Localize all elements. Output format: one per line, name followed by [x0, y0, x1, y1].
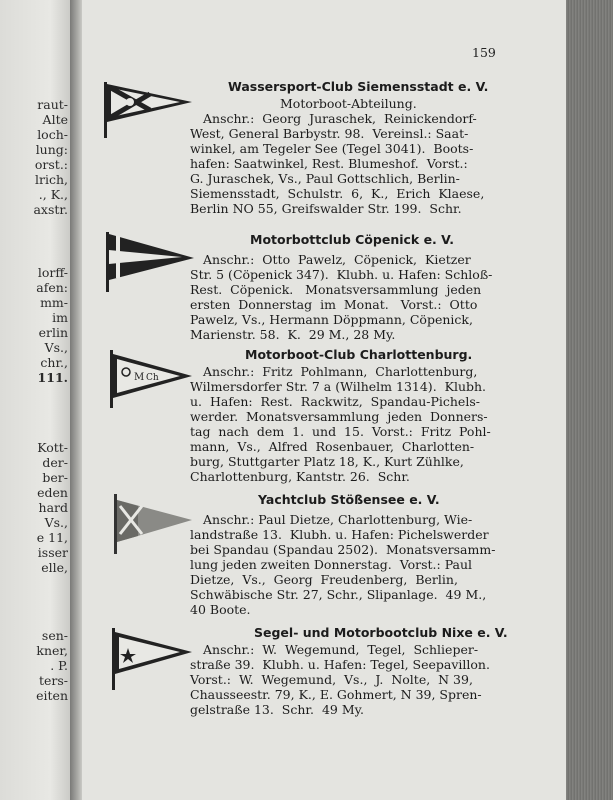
- page-edges: [566, 0, 613, 800]
- entry-line: Anschr.: Georg Juraschek, Reinickendorf-: [203, 111, 477, 126]
- entry-title: Yachtclub Stößensee e. V.: [258, 492, 440, 507]
- left-page-fragment: der-: [42, 455, 68, 470]
- left-page-fragment: lorff-: [37, 265, 68, 280]
- left-page-fragment: im: [52, 310, 68, 325]
- pennant-coepenick-icon: [102, 230, 198, 298]
- entry-line: burg, Stuttgarter Platz 18, K., Kurt Zühlke,: [190, 454, 464, 469]
- pennant-charlottenburg-icon: [104, 348, 196, 414]
- entry-line: Str. 5 (Cöpenick 347). Klubh. u. Hafen: Schloß-: [190, 267, 493, 282]
- svg-text:Ch: Ch: [146, 373, 159, 383]
- entry-line: u. Hafen: Rest. Rackwitz, Spandau-Pichels-: [190, 394, 480, 409]
- entry-line: winkel, am Tegeler See (Tegel 3041). Boots-: [190, 141, 474, 156]
- entry-line: West, General Barbystr. 98. Vereinsl.: Saat-: [190, 126, 469, 141]
- entry-line: Pawelz, Vs., Hermann Döppmann, Cöpenick,: [190, 312, 473, 327]
- entry-line: 40 Boote.: [190, 602, 251, 617]
- entry-title: Segel- und Motorbootclub Nixe e. V.: [254, 625, 508, 640]
- left-page-fragment: lrich,: [35, 172, 68, 187]
- entry-subtitle: Motorboot-Abteilung.: [280, 96, 417, 111]
- entry-line: Siemensstadt, Schulstr. 6, K., Erich Klaese,: [190, 186, 485, 201]
- left-page-fragment: e 11,: [36, 530, 68, 545]
- entry-line: landstraße 13. Klubh. u. Hafen: Pichelswerder: [190, 527, 489, 542]
- left-page-fragment: sen-: [41, 628, 68, 643]
- entry-line: lung jeden zweiten Donnerstag. Vorst.: Paul: [190, 557, 473, 572]
- entry-line: gelstraße 13. Schr. 49 My.: [190, 702, 364, 717]
- left-page-fragment: loch-: [37, 127, 68, 142]
- entry-line: Anschr.: Fritz Pohlmann, Charlottenburg,: [203, 364, 478, 379]
- entry-title: Motorboot-Club Charlottenburg.: [245, 347, 473, 362]
- left-page-fragment: eiten: [36, 688, 68, 703]
- entry-line: Marienstr. 58. K. 29 M., 28 My.: [190, 327, 396, 342]
- left-page-fragment: orst.:: [34, 157, 68, 172]
- entry-title: Motorbottclub Cöpenick e. V.: [250, 232, 454, 247]
- pennant-stoessensee-icon: [108, 492, 196, 560]
- entry-line: Chausseestr. 79, K., E. Gohmert, N 39, Spren-: [190, 687, 482, 702]
- entry-line: bei Spandau (Spandau 2502). Monatsversamm-: [190, 542, 496, 557]
- entry-line: Vorst.: W. Wegemund, Vs., J. Nolte, N 39,: [190, 672, 473, 687]
- entry-title: Wassersport-Club Siemensstadt e. V.: [228, 79, 489, 94]
- entry-line: Rest. Cöpenick. Monatsversammlung jeden: [190, 282, 482, 297]
- left-page-fragment: chr.,: [40, 355, 68, 370]
- left-page-fragment: Vs.,: [44, 515, 68, 530]
- left-page-fragment: . P.: [50, 658, 68, 673]
- left-page-fragment: isser: [37, 545, 68, 560]
- entry-line: mann, Vs., Alfred Rosenbauer, Charlotten-: [190, 439, 475, 454]
- entry-line: Schwäbische Str. 27, Schr., Slipanlage. 49 M.,: [190, 587, 487, 602]
- left-page-fragment: mm-: [40, 295, 68, 310]
- entry-line: Anschr.: Otto Pawelz, Cöpenick, Kietzer: [203, 252, 471, 267]
- left-page-fragment: eden: [37, 485, 68, 500]
- entry-line: Dietze, Vs., Georg Freudenberg, Berlin,: [190, 572, 458, 587]
- left-page-fragment: 111.: [37, 370, 68, 385]
- left-page: [0, 0, 72, 800]
- entry-line: Anschr.: W. Wegemund, Tegel, Schlieper-: [203, 642, 479, 657]
- left-page-fragment: afen:: [36, 280, 68, 295]
- pennant-nixe-icon: [106, 626, 196, 696]
- left-page-fragment: Alte: [42, 112, 68, 127]
- page-number: 159: [472, 45, 496, 60]
- left-page-fragment: erlin: [38, 325, 68, 340]
- left-page-fragment: ber-: [42, 470, 68, 485]
- entry-line: Wilmersdorfer Str. 7 a (Wilhelm 1314). Klubh.: [190, 379, 487, 394]
- left-page-fragment: kner,: [36, 643, 68, 658]
- entry-line: werder. Monatsversammlung jeden Donners-: [190, 409, 488, 424]
- left-page-fragment: Vs.,: [44, 340, 68, 355]
- entry-line: straße 39. Klubh. u. Hafen: Tegel, Seepavillon.: [190, 657, 490, 672]
- left-page-fragment: elle,: [41, 560, 68, 575]
- left-page-fragment: lung:: [35, 142, 68, 157]
- entry-line: G. Juraschek, Vs., Paul Gottschlich, Berlin-: [190, 171, 460, 186]
- entry-line: Anschr.: Paul Dietze, Charlottenburg, Wie-: [203, 512, 473, 527]
- entry-line: ersten Donnerstag im Monat. Vorst.: Otto: [190, 297, 478, 312]
- left-page-fragment: raut-: [37, 97, 68, 112]
- entry-line: Charlottenburg, Kantstr. 26. Schr.: [190, 469, 410, 484]
- pennant-siemensstadt-icon: [100, 80, 196, 144]
- entry-line: Berlin NO 55, Greifswalder Str. 199. Schr.: [190, 201, 462, 216]
- entry-line: tag nach dem 1. und 15. Vorst.: Fritz Pohl-: [190, 424, 491, 439]
- left-page-fragment: hard: [38, 500, 68, 515]
- svg-text:M: M: [134, 372, 145, 383]
- left-page-fragment: Kott-: [37, 440, 68, 455]
- entry-line: hafen: Saatwinkel, Rest. Blumeshof. Vorst.:: [190, 156, 468, 171]
- left-page-fragment: ters-: [38, 673, 68, 688]
- left-page-fragment: ., K.,: [38, 187, 68, 202]
- left-page-fragment: axstr.: [33, 202, 68, 217]
